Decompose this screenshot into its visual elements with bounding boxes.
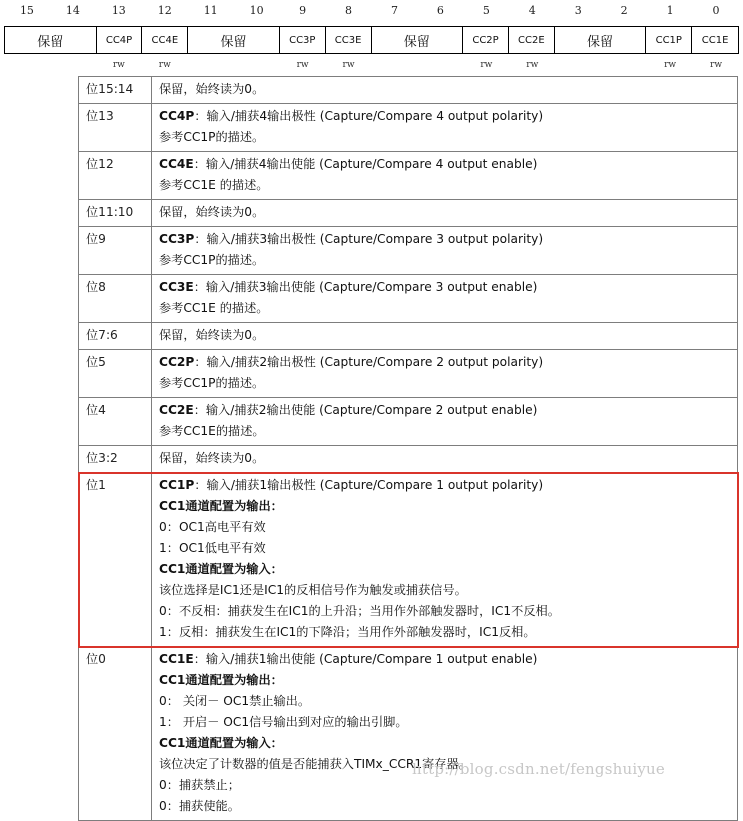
bit-number: 1 — [666, 4, 674, 17]
field-name: CC2E — [159, 403, 194, 417]
line-text: 保留，始终读为0。 — [159, 451, 265, 465]
bit-position: 位9 — [79, 227, 152, 275]
description-line — [159, 475, 730, 496]
description-line — [159, 298, 730, 319]
description-line — [159, 106, 730, 127]
line-text: 0：捕获使能。 — [159, 799, 240, 813]
line-text: 1： 开启－ OC1信号输出到对应的输出引脚。 — [159, 715, 408, 729]
bit-number: 5 — [482, 4, 490, 17]
bit-description — [152, 152, 738, 200]
bit-description — [152, 398, 738, 446]
line-text: 0：OC1高电平有效 — [159, 520, 266, 534]
bit-field: CC2P — [463, 27, 509, 53]
line-text: 保留，始终读为0。 — [159, 328, 265, 342]
description-line — [159, 373, 730, 394]
bit-field: CC4E — [142, 27, 188, 53]
bit-position: 位8 — [79, 275, 152, 323]
access-label: rw — [664, 60, 677, 70]
reserved-field: 保留 — [188, 27, 280, 53]
table-row — [79, 473, 738, 647]
bit-number: 15 — [19, 4, 34, 17]
description-line — [159, 670, 730, 691]
bit-position: 位7:6 — [79, 323, 152, 350]
bit-number: 4 — [528, 4, 536, 17]
description-line — [159, 691, 730, 712]
description-line — [159, 79, 730, 100]
description-line — [159, 325, 730, 346]
table-row — [79, 647, 738, 821]
line-text: 参考CC1E 的描述。 — [159, 301, 269, 315]
bit-number: 12 — [157, 4, 172, 17]
line-text: 0： 关闭－ OC1禁止输出。 — [159, 694, 311, 708]
description-line — [159, 154, 730, 175]
table-row — [79, 350, 738, 398]
bit-position: 位12 — [79, 152, 152, 200]
line-text: ：输入/捕获4输出使能 (Capture/Compare 4 output enable) — [193, 157, 538, 171]
bit-description — [152, 200, 738, 227]
description-line — [159, 448, 730, 469]
bit-description — [152, 77, 738, 104]
access-label: rw — [112, 60, 125, 70]
bit-description — [152, 275, 738, 323]
description-line — [159, 496, 730, 517]
description-line — [159, 277, 730, 298]
line-text: 参考CC1P的描述。 — [159, 253, 265, 267]
bit-number: 0 — [712, 4, 720, 17]
bit-field: CC3E — [326, 27, 372, 53]
access-label: rw — [158, 60, 171, 70]
bit-description-table — [78, 76, 738, 821]
reserved-field: 保留 — [555, 27, 647, 53]
line-text: 参考CC1P的描述。 — [159, 376, 265, 390]
bit-number: 14 — [65, 4, 80, 17]
description-line — [159, 421, 730, 442]
bit-description — [152, 350, 738, 398]
register-bit-map — [4, 26, 739, 54]
field-name: CC1通道配置为输出： — [159, 499, 283, 513]
field-name: CC1E — [159, 652, 194, 666]
bit-position: 位13 — [79, 104, 152, 152]
description-line — [159, 580, 730, 601]
bit-field: CC1E — [701, 34, 729, 46]
description-line — [159, 649, 730, 670]
field-name: CC2P — [159, 355, 195, 369]
bit-description — [152, 647, 738, 821]
bit-number: 9 — [299, 4, 307, 17]
line-text: 1：OC1低电平有效 — [159, 541, 266, 555]
description-line — [159, 622, 730, 643]
field-name: CC1通道配置为输入： — [159, 736, 283, 750]
access-label: rw — [710, 60, 723, 70]
line-text: ：输入/捕获4输出极性 (Capture/Compare 4 output polarity) — [194, 109, 544, 123]
description-line — [159, 712, 730, 733]
description-line — [159, 127, 730, 148]
table-row — [79, 77, 738, 104]
line-text: 该位决定了计数器的值是否能捕获入TIMx_CCR1寄存器。 — [159, 757, 471, 771]
table-row — [79, 227, 738, 275]
field-name: CC3P — [159, 232, 195, 246]
table-row — [79, 200, 738, 227]
reserved-field: 保留 — [5, 27, 97, 53]
access-label: rw — [526, 60, 539, 70]
bit-description — [152, 104, 738, 152]
bit-number: 10 — [249, 4, 264, 17]
field-name: CC1P — [159, 478, 195, 492]
description-line — [159, 400, 730, 421]
line-text: ：输入/捕获1输出极性 (Capture/Compare 1 output polarity) — [194, 478, 544, 492]
field-name: CC1通道配置为输入： — [159, 562, 283, 576]
bit-position: 位5 — [79, 350, 152, 398]
description-line — [159, 517, 730, 538]
description-line — [159, 733, 730, 754]
description-line — [159, 175, 730, 196]
line-text: 保留，始终读为0。 — [159, 205, 265, 219]
line-text: 0：捕获禁止； — [159, 778, 240, 792]
reserved-field: 保留 — [372, 27, 464, 53]
field-name: CC4P — [159, 109, 195, 123]
table-row — [79, 398, 738, 446]
field-name: CC1通道配置为输出： — [159, 673, 283, 687]
bit-position: 位0 — [79, 647, 152, 821]
line-text: 参考CC1P的描述。 — [159, 130, 265, 144]
bit-description — [152, 473, 738, 647]
description-line — [159, 538, 730, 559]
bit-field: CC3P — [280, 27, 326, 53]
table-row — [79, 152, 738, 200]
description-line — [159, 601, 730, 622]
access-type-row — [4, 60, 739, 72]
description-line — [159, 250, 730, 271]
bit-number: 8 — [345, 4, 352, 17]
bit-field: CC4P — [97, 27, 143, 53]
table-row — [79, 104, 738, 152]
bit-position: 位15:14 — [79, 77, 152, 104]
bit-number: 7 — [390, 4, 398, 17]
access-label: rw — [480, 60, 493, 70]
bit-position: 位3:2 — [79, 446, 152, 473]
line-text: ：输入/捕获2输出使能 (Capture/Compare 2 output enable) — [193, 403, 538, 417]
bit-number: 2 — [620, 4, 628, 17]
description-line — [159, 229, 730, 250]
table-row — [79, 323, 738, 350]
line-text: ：输入/捕获3输出使能 (Capture/Compare 3 output enable) — [193, 280, 538, 294]
watermark: http://blog.csdn.net/fengshuiyue — [412, 760, 665, 778]
bit-field: CC1P — [646, 27, 692, 53]
table-row — [79, 275, 738, 323]
bit-number: 11 — [203, 4, 218, 17]
line-text: 1：反相：捕获发生在IC1的下降沿；当用作外部触发器时，IC1反相。 — [159, 625, 536, 639]
bit-description — [152, 323, 738, 350]
field-name: CC3E — [159, 280, 194, 294]
line-text: 0：不反相：捕获发生在IC1的上升沿；当用作外部触发器时，IC1不反相。 — [159, 604, 560, 618]
bit-position: 位1 — [79, 473, 152, 647]
bit-number: 3 — [574, 4, 582, 17]
bit-position: 位4 — [79, 398, 152, 446]
bit-description — [152, 446, 738, 473]
line-text: 参考CC1E 的描述。 — [159, 178, 269, 192]
access-label: rw — [296, 60, 309, 70]
line-text: ：输入/捕获2输出极性 (Capture/Compare 2 output polarity) — [194, 355, 544, 369]
description-line — [159, 796, 730, 817]
field-name: CC4E — [159, 157, 194, 171]
line-text: 保留，始终读为0。 — [159, 82, 265, 96]
line-text: 参考CC1E的描述。 — [159, 424, 265, 438]
bit-number: 6 — [436, 4, 444, 17]
description-line — [159, 559, 730, 580]
bit-position: 位11:10 — [79, 200, 152, 227]
description-line — [159, 202, 730, 223]
bit-description — [152, 227, 738, 275]
bit-field: CC2E — [509, 27, 555, 53]
line-text: ：输入/捕获3输出极性 (Capture/Compare 3 output polarity) — [194, 232, 544, 246]
line-text: 该位选择是IC1还是IC1的反相信号作为触发或捕获信号。 — [159, 583, 467, 597]
access-label: rw — [342, 60, 355, 70]
line-text: ：输入/捕获1输出使能 (Capture/Compare 1 output enable) — [193, 652, 538, 666]
bit-number: 13 — [111, 4, 126, 17]
description-line — [159, 352, 730, 373]
table-row — [79, 446, 738, 473]
bit-number-row — [4, 4, 739, 20]
